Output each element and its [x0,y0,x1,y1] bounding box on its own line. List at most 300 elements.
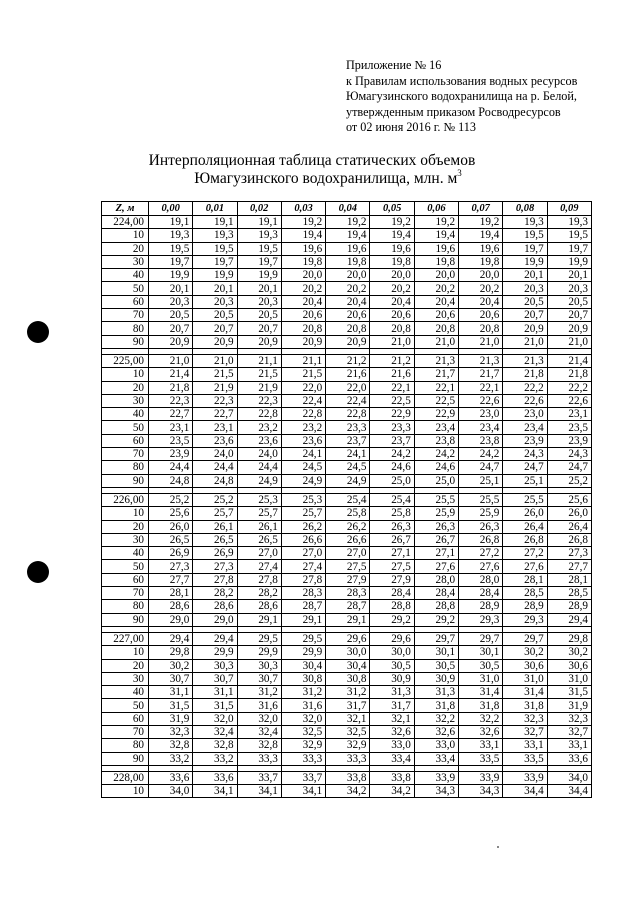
volume-cell: 23,6 [193,434,237,447]
volume-cell: 22,0 [326,381,370,394]
volume-cell: 29,9 [193,646,237,659]
level-cell: 20 [102,381,149,394]
volume-cell: 23,3 [370,421,414,434]
volume-cell: 33,0 [370,739,414,752]
volume-cell: 24,2 [459,448,503,461]
level-cell: 40 [102,269,149,282]
volume-cell: 26,3 [370,520,414,533]
volume-cell: 20,4 [281,295,325,308]
volume-cell: 19,9 [503,255,547,268]
volume-cell: 29,2 [370,613,414,626]
volume-cell: 31,3 [370,686,414,699]
volume-cell: 32,2 [414,712,458,725]
volume-cell: 28,9 [503,600,547,613]
volume-cell: 33,9 [414,771,458,784]
volume-cell: 24,4 [237,461,281,474]
volume-cell: 27,7 [547,560,591,573]
volume-cell: 19,3 [237,229,281,242]
volume-cell: 19,7 [547,242,591,255]
level-cell: 50 [102,421,149,434]
level-cell: 30 [102,255,149,268]
table-row [102,712,592,725]
volume-cell: 19,3 [547,216,591,229]
volume-cell: 23,8 [414,434,458,447]
volume-cell: 30,1 [414,646,458,659]
volume-cell: 19,8 [459,255,503,268]
appendix-number: Приложение № 16 [346,58,442,72]
volume-cell: 25,5 [503,493,547,506]
table-row [102,434,592,447]
volume-cell: 27,8 [193,573,237,586]
volume-cell: 28,6 [149,600,193,613]
volume-cell: 21,0 [149,354,193,367]
level-cell: 60 [102,573,149,586]
column-header: 0,07 [459,202,503,216]
level-cell: 40 [102,547,149,560]
volume-cell: 34,1 [281,785,325,798]
scan-speck [497,846,499,848]
volume-cell: 27,7 [149,573,193,586]
volume-cell: 33,3 [237,752,281,765]
volume-cell: 19,2 [326,216,370,229]
level-cell: 70 [102,448,149,461]
column-header: 0,00 [149,202,193,216]
table-row [102,560,592,573]
volume-cell: 27,6 [503,560,547,573]
volume-cell: 27,9 [326,573,370,586]
volume-cell: 31,5 [193,699,237,712]
volume-cell: 34,1 [237,785,281,798]
volume-cell: 22,1 [414,381,458,394]
volume-cell: 31,1 [149,686,193,699]
volume-cell: 23,1 [193,421,237,434]
volume-cell: 32,1 [370,712,414,725]
level-cell: 40 [102,686,149,699]
volume-cell: 33,9 [459,771,503,784]
unit-superscript: 3 [457,168,462,178]
volume-cell: 25,5 [459,493,503,506]
volume-cell: 30,6 [547,659,591,672]
volume-cell: 24,4 [149,461,193,474]
volume-cell: 22,1 [459,381,503,394]
volume-cell: 23,1 [547,408,591,421]
volume-cell: 30,7 [149,672,193,685]
volume-cell: 24,1 [281,448,325,461]
table-row [102,394,592,407]
volume-cell: 21,0 [459,335,503,348]
level-cell: 70 [102,587,149,600]
table-row [102,613,592,626]
volume-cell: 28,4 [370,587,414,600]
volume-cell: 32,6 [370,725,414,738]
volume-cell: 27,0 [326,547,370,560]
volume-cell: 23,5 [547,421,591,434]
volume-cell: 21,6 [326,368,370,381]
volume-cell: 20,9 [281,335,325,348]
table-header-row [102,202,592,216]
volume-cell: 25,1 [503,474,547,487]
volume-cell: 25,4 [326,493,370,506]
level-cell: 40 [102,408,149,421]
volume-cell: 30,4 [281,659,325,672]
level-cell: 227,00 [102,632,149,645]
volume-cell: 19,9 [193,269,237,282]
level-cell: 10 [102,368,149,381]
volume-cell: 21,0 [414,335,458,348]
volume-cell: 21,2 [370,354,414,367]
volume-cell: 30,5 [414,659,458,672]
volume-cell: 20,9 [149,335,193,348]
column-header: 0,01 [193,202,237,216]
volume-cell: 19,6 [459,242,503,255]
volume-cell: 27,0 [281,547,325,560]
volume-cell: 32,4 [237,725,281,738]
volume-cell: 20,3 [503,282,547,295]
table-row [102,255,592,268]
volume-cell: 26,1 [193,520,237,533]
table-row [102,739,592,752]
volume-cell: 25,8 [326,507,370,520]
volume-cell: 25,3 [281,493,325,506]
appendix-line: Юмагузинского водохранилища на р. Белой, [346,89,577,103]
volume-cell: 23,6 [281,434,325,447]
table-row [102,672,592,685]
volume-cell: 22,4 [281,394,325,407]
volume-cell: 23,8 [459,434,503,447]
volume-cell: 29,4 [547,613,591,626]
volume-cell: 34,4 [547,785,591,798]
volume-cell: 24,7 [503,461,547,474]
table-row [102,368,592,381]
volume-cell: 33,6 [149,771,193,784]
punch-hole [27,561,49,583]
volume-cell: 26,7 [370,533,414,546]
volume-cell: 25,1 [459,474,503,487]
volume-cell: 20,9 [326,335,370,348]
volume-cell: 20,3 [193,295,237,308]
level-cell: 60 [102,295,149,308]
volume-cell: 21,7 [459,368,503,381]
volume-cell: 19,8 [281,255,325,268]
volume-cell: 20,7 [503,309,547,322]
volume-cell: 28,8 [414,600,458,613]
volume-cell: 20,3 [149,295,193,308]
volume-cell: 27,6 [459,560,503,573]
volume-cell: 28,4 [459,587,503,600]
volume-cell: 34,2 [370,785,414,798]
volume-cell: 26,5 [237,533,281,546]
volume-cell: 22,8 [237,408,281,421]
level-cell: 30 [102,533,149,546]
volume-cell: 23,7 [326,434,370,447]
volume-cell: 19,9 [547,255,591,268]
table-row [102,785,592,798]
volume-cell: 26,3 [459,520,503,533]
volume-cell: 27,9 [370,573,414,586]
volume-cell: 27,3 [193,560,237,573]
volume-cell: 26,9 [149,547,193,560]
table-row [102,573,592,586]
volume-cell: 34,0 [149,785,193,798]
volume-cell: 21,4 [149,368,193,381]
volume-cell: 27,1 [414,547,458,560]
volume-cell: 26,1 [237,520,281,533]
volume-cell: 32,3 [503,712,547,725]
level-cell: 60 [102,434,149,447]
volume-cell: 26,0 [503,507,547,520]
volume-cell: 30,8 [281,672,325,685]
volume-cell: 29,4 [149,632,193,645]
volume-cell: 28,5 [547,587,591,600]
volume-cell: 30,5 [459,659,503,672]
volume-cell: 25,6 [547,493,591,506]
volume-cell: 26,6 [326,533,370,546]
volume-cell: 30,3 [193,659,237,672]
level-cell: 90 [102,613,149,626]
table-row [102,547,592,560]
volume-cell: 31,5 [149,699,193,712]
volume-cell: 33,6 [193,771,237,784]
volume-table [101,201,592,798]
volume-cell: 22,6 [459,394,503,407]
volume-cell: 30,2 [547,646,591,659]
volume-cell: 23,6 [237,434,281,447]
appendix-line: утвержденным приказом Росводресурсов [346,104,561,119]
table-row [102,269,592,282]
volume-cell: 26,2 [326,520,370,533]
volume-cell: 32,0 [193,712,237,725]
volume-cell: 22,7 [149,408,193,421]
volume-cell: 21,0 [370,335,414,348]
volume-cell: 21,6 [370,368,414,381]
volume-cell: 26,0 [547,507,591,520]
volume-cell: 31,0 [503,672,547,685]
volume-cell: 27,4 [281,560,325,573]
appendix-line: к Правилам использования водных ресурсов [346,73,578,88]
volume-cell: 24,0 [193,448,237,461]
table-row [102,600,592,613]
level-cell: 224,00 [102,216,149,229]
volume-cell: 28,7 [326,600,370,613]
volume-cell: 33,3 [281,752,325,765]
volume-cell: 33,2 [193,752,237,765]
volume-cell: 19,5 [547,229,591,242]
volume-cell: 20,4 [370,295,414,308]
volume-cell: 26,9 [193,547,237,560]
volume-cell: 32,6 [459,725,503,738]
volume-cell: 29,6 [370,632,414,645]
volume-cell: 25,3 [237,493,281,506]
volume-cell: 27,5 [370,560,414,573]
volume-cell: 19,8 [414,255,458,268]
volume-cell: 20,7 [193,322,237,335]
volume-cell: 21,1 [281,354,325,367]
volume-cell: 19,3 [193,229,237,242]
volume-cell: 31,3 [414,686,458,699]
volume-cell: 20,7 [547,309,591,322]
volume-cell: 27,1 [370,547,414,560]
volume-cell: 31,5 [547,686,591,699]
volume-cell: 19,7 [149,255,193,268]
volume-cell: 30,1 [459,646,503,659]
volume-cell: 27,3 [547,547,591,560]
volume-cell: 33,5 [503,752,547,765]
volume-cell: 22,3 [149,394,193,407]
table-row [102,533,592,546]
level-cell: 10 [102,507,149,520]
table-row [102,408,592,421]
volume-cell: 32,8 [149,739,193,752]
volume-cell: 19,5 [149,242,193,255]
level-cell: 80 [102,739,149,752]
volume-cell: 22,8 [326,408,370,421]
volume-cell: 25,2 [149,493,193,506]
volume-cell: 19,7 [193,255,237,268]
level-cell: 228,00 [102,771,149,784]
volume-cell: 22,5 [370,394,414,407]
volume-cell: 19,5 [503,229,547,242]
volume-cell: 32,8 [237,739,281,752]
volume-cell: 23,0 [503,408,547,421]
volume-cell: 31,2 [281,686,325,699]
level-cell: 225,00 [102,354,149,367]
volume-cell: 28,9 [459,600,503,613]
volume-cell: 24,9 [237,474,281,487]
level-cell: 50 [102,699,149,712]
volume-cell: 21,1 [237,354,281,367]
level-cell: 10 [102,229,149,242]
volume-cell: 21,0 [193,354,237,367]
volume-cell: 29,5 [237,632,281,645]
volume-cell: 19,6 [370,242,414,255]
table-row [102,686,592,699]
volume-cell: 22,2 [503,381,547,394]
volume-cell: 25,5 [414,493,458,506]
volume-cell: 28,0 [459,573,503,586]
volume-cell: 26,8 [503,533,547,546]
volume-cell: 21,0 [547,335,591,348]
volume-cell: 19,7 [237,255,281,268]
volume-cell: 33,2 [149,752,193,765]
table-row [102,632,592,645]
volume-cell: 28,1 [503,573,547,586]
volume-cell: 20,0 [414,269,458,282]
volume-cell: 29,1 [281,613,325,626]
volume-cell: 29,4 [193,632,237,645]
volume-cell: 31,1 [193,686,237,699]
volume-cell: 32,5 [281,725,325,738]
volume-cell: 24,7 [547,461,591,474]
volume-cell: 34,3 [414,785,458,798]
volume-cell: 22,9 [414,408,458,421]
volume-cell: 28,9 [547,600,591,613]
level-cell: 50 [102,282,149,295]
level-cell: 20 [102,242,149,255]
volume-cell: 19,2 [370,216,414,229]
volume-cell: 21,3 [503,354,547,367]
volume-cell: 19,7 [503,242,547,255]
volume-cell: 19,9 [149,269,193,282]
level-cell: 10 [102,646,149,659]
volume-cell: 24,4 [193,461,237,474]
volume-cell: 30,0 [370,646,414,659]
volume-cell: 29,9 [237,646,281,659]
volume-cell: 19,3 [503,216,547,229]
volume-cell: 31,4 [503,686,547,699]
volume-cell: 32,8 [193,739,237,752]
volume-cell: 31,8 [414,699,458,712]
volume-cell: 26,8 [547,533,591,546]
volume-cell: 23,2 [237,421,281,434]
volume-cell: 22,0 [281,381,325,394]
volume-cell: 23,7 [370,434,414,447]
volume-cell: 20,4 [459,295,503,308]
volume-cell: 24,3 [547,448,591,461]
volume-cell: 28,6 [237,600,281,613]
volume-cell: 27,0 [237,547,281,560]
volume-cell: 29,3 [459,613,503,626]
volume-cell: 23,4 [414,421,458,434]
volume-cell: 34,3 [459,785,503,798]
volume-cell: 26,8 [459,533,503,546]
volume-cell: 19,1 [193,216,237,229]
column-header-z: Z, м [102,202,149,216]
volume-cell: 21,8 [547,368,591,381]
volume-cell: 22,7 [193,408,237,421]
volume-cell: 20,6 [414,309,458,322]
volume-cell: 32,0 [237,712,281,725]
volume-cell: 29,7 [503,632,547,645]
volume-cell: 22,6 [503,394,547,407]
volume-cell: 20,5 [547,295,591,308]
volume-cell: 25,9 [414,507,458,520]
volume-cell: 32,3 [547,712,591,725]
table-row [102,448,592,461]
volume-cell: 25,6 [149,507,193,520]
volume-cell: 33,7 [237,771,281,784]
volume-cell: 20,3 [547,282,591,295]
volume-cell: 26,4 [503,520,547,533]
volume-cell: 33,4 [370,752,414,765]
volume-cell: 19,2 [281,216,325,229]
volume-cell: 25,0 [370,474,414,487]
level-cell: 60 [102,712,149,725]
volume-cell: 20,9 [237,335,281,348]
volume-cell: 32,3 [149,725,193,738]
volume-cell: 24,8 [149,474,193,487]
level-cell: 20 [102,520,149,533]
volume-cell: 20,4 [326,295,370,308]
volume-cell: 20,8 [281,322,325,335]
volume-cell: 24,2 [414,448,458,461]
volume-cell: 24,0 [237,448,281,461]
volume-cell: 30,6 [503,659,547,672]
volume-cell: 23,9 [547,434,591,447]
level-cell: 70 [102,725,149,738]
volume-cell: 26,4 [547,520,591,533]
level-cell: 10 [102,785,149,798]
volume-cell: 23,2 [281,421,325,434]
volume-cell: 21,5 [237,368,281,381]
volume-cell: 23,4 [503,421,547,434]
table-row [102,309,592,322]
appendix-header [346,58,577,136]
volume-cell: 21,9 [193,381,237,394]
volume-cell: 32,5 [326,725,370,738]
volume-cell: 19,5 [237,242,281,255]
level-cell: 90 [102,752,149,765]
table-row [102,493,592,506]
